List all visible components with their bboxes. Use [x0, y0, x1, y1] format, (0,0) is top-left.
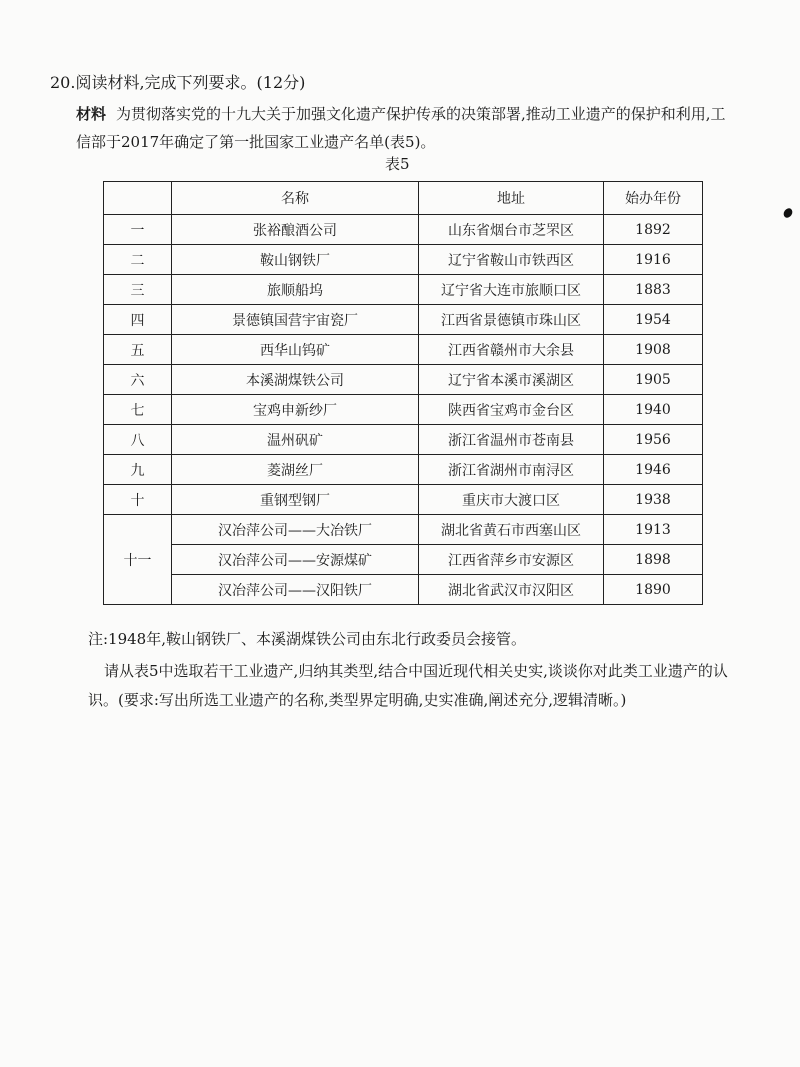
header-index [104, 182, 172, 215]
table-row [104, 425, 703, 455]
row-index: 一 [104, 215, 172, 245]
row-name: 汉冶萍公司——安源煤矿 [172, 545, 419, 575]
row-index: 四 [104, 305, 172, 335]
header-address: 地址 [419, 182, 604, 215]
row-year: 1892 [604, 215, 703, 245]
row-year: 1898 [604, 545, 703, 575]
table-row [104, 305, 703, 335]
scan-speck [782, 207, 794, 220]
row-year: 1940 [604, 395, 703, 425]
row-address: 辽宁省鞍山市铁西区 [419, 245, 604, 275]
row-index: 十 [104, 485, 172, 515]
row-year: 1890 [604, 575, 703, 605]
material-paragraph [76, 100, 726, 156]
header-year: 始办年份 [604, 182, 703, 215]
row-address: 江西省萍乡市安源区 [419, 545, 604, 575]
table-row [104, 245, 703, 275]
row-address: 山东省烟台市芝罘区 [419, 215, 604, 245]
row-address: 湖北省黄石市西塞山区 [419, 515, 604, 545]
row-index: 三 [104, 275, 172, 305]
table-caption: 表5 [385, 155, 410, 173]
row-address: 湖北省武汉市汉阳区 [419, 575, 604, 605]
row-year: 1913 [604, 515, 703, 545]
row-index: 五 [104, 335, 172, 365]
row-year: 1946 [604, 455, 703, 485]
row-name: 旅顺船坞 [172, 275, 419, 305]
row-index: 六 [104, 365, 172, 395]
row-address: 浙江省温州市苍南县 [419, 425, 604, 455]
table-row [104, 365, 703, 395]
question-request: 请从表5中选取若干工业遗产,归纳其类型,结合中国近现代相关史实,谈谈你对此类工业遗产的认识。(要求:写出所选工业遗产的名称,类型界定明确,史实准确,阐述充分,逻辑清晰。) [88, 662, 728, 709]
header-name: 名称 [172, 182, 419, 215]
row-address: 浙江省湖州市南浔区 [419, 455, 604, 485]
row-index: 七 [104, 395, 172, 425]
table-row [104, 485, 703, 515]
row-name: 张裕酿酒公司 [172, 215, 419, 245]
row-name: 景德镇国营宇宙瓷厂 [172, 305, 419, 335]
material-text: 为贯彻落实党的十九大关于加强文化遗产保护传承的决策部署,推动工业遗产的保护和利用,工信部于2017年确定了第一批国家工业遗产名单(表5)。 [76, 105, 726, 151]
row-year: 1905 [604, 365, 703, 395]
material-label: 材料 [76, 105, 107, 123]
table-row [104, 395, 703, 425]
row-name: 西华山钨矿 [172, 335, 419, 365]
table-row [104, 575, 703, 605]
row-name: 鞍山钢铁厂 [172, 245, 419, 275]
table-row [104, 515, 703, 545]
row-name: 汉冶萍公司——大冶铁厂 [172, 515, 419, 545]
row-index: 八 [104, 425, 172, 455]
heritage-table [103, 181, 703, 605]
row-name: 汉冶萍公司——汉阳铁厂 [172, 575, 419, 605]
row-name: 重钢型钢厂 [172, 485, 419, 515]
row-name: 温州矾矿 [172, 425, 419, 455]
row-address: 辽宁省大连市旅顺口区 [419, 275, 604, 305]
row-index: 九 [104, 455, 172, 485]
row-address: 江西省景德镇市珠山区 [419, 305, 604, 335]
row-index: 十一 [104, 515, 172, 605]
table-row [104, 545, 703, 575]
row-year: 1908 [604, 335, 703, 365]
row-address: 江西省赣州市大余县 [419, 335, 604, 365]
question-header: 20.阅读材料,完成下列要求。(12分) [50, 73, 306, 92]
table-row [104, 335, 703, 365]
row-name: 本溪湖煤铁公司 [172, 365, 419, 395]
row-year: 1938 [604, 485, 703, 515]
row-name: 菱湖丝厂 [172, 455, 419, 485]
row-year: 1956 [604, 425, 703, 455]
table-note: 注:1948年,鞍山钢铁厂、本溪湖煤铁公司由东北行政委员会接管。 [88, 630, 526, 648]
row-name: 宝鸡申新纱厂 [172, 395, 419, 425]
row-year: 1916 [604, 245, 703, 275]
table-row [104, 215, 703, 245]
table-row [104, 455, 703, 485]
row-address: 重庆市大渡口区 [419, 485, 604, 515]
row-index: 二 [104, 245, 172, 275]
row-address: 辽宁省本溪市溪湖区 [419, 365, 604, 395]
table-header-row [104, 182, 703, 215]
row-year: 1883 [604, 275, 703, 305]
table-row [104, 275, 703, 305]
row-year: 1954 [604, 305, 703, 335]
row-address: 陕西省宝鸡市金台区 [419, 395, 604, 425]
